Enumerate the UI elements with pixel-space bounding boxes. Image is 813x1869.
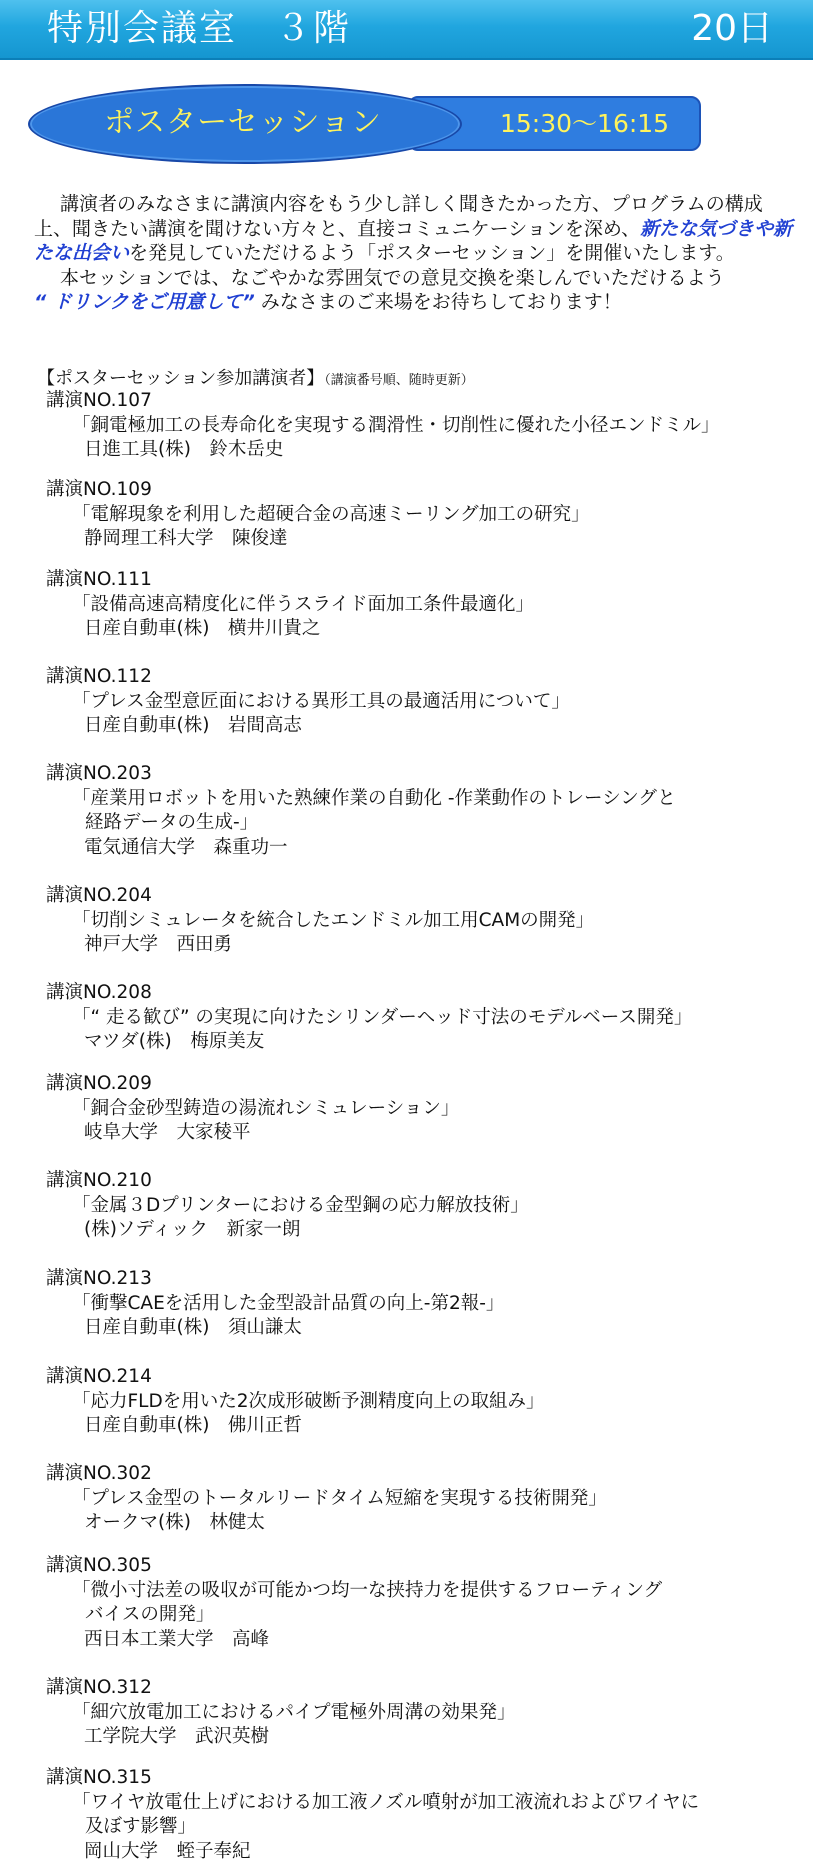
- talk-number: 講演NO.213: [46, 1268, 152, 1289]
- talk-entry: [46, 1169, 786, 1243]
- session-time: 15:30～16:15: [500, 109, 670, 138]
- talk-title: 「応力FLDを用いた2次成形破断予測精度向上の取組み」: [72, 1390, 545, 1412]
- intro-p2-text-2: みなさまのご来場をお待ちしております！: [254, 291, 622, 313]
- talk-title: 「プレス金型のトータルリードタイム短縮を実現する技術開発」: [72, 1487, 607, 1509]
- talk-author: オークマ(株) 林健太: [84, 1512, 265, 1533]
- intro-text: [34, 192, 794, 315]
- talk-title: 「ワイヤ放電仕上げにおける加工液ノズル噴射が加工液流れおよびワイヤに: [72, 1791, 700, 1813]
- talk-title-line-2: 及ぼす影響」: [85, 1816, 197, 1837]
- talk-number: 講演NO.208: [46, 982, 152, 1003]
- talk-author: (株)ソディック 新家一朗: [84, 1219, 301, 1240]
- header-bar: [0, 0, 813, 60]
- day-label: 20日: [691, 8, 773, 49]
- talk-author: 日産自動車(株) 横井川貴之: [84, 618, 321, 639]
- talk-entry: [46, 1072, 786, 1146]
- talk-entry: [46, 478, 786, 552]
- talk-entry: [46, 1766, 786, 1864]
- talk-number: 講演NO.315: [46, 1767, 152, 1788]
- talk-title: 「微小寸法差の吸収が可能かつ均一な挟持力を提供するフローティング: [72, 1579, 663, 1601]
- intro-paragraph-2: [34, 266, 794, 315]
- section-heading-label: 【ポスターセッション参加講演者】: [37, 368, 325, 389]
- talk-number: 講演NO.302: [46, 1463, 152, 1484]
- talk-author: 静岡理工科大学 陳俊達: [84, 528, 288, 549]
- talk-entry: [46, 1462, 786, 1536]
- talk-author: 岡山大学 蛭子奉紀: [84, 1840, 251, 1862]
- talk-number: 講演NO.109: [46, 479, 152, 500]
- talk-entry: [46, 1554, 786, 1652]
- talk-title: 「衝撃CAEを活用した金型設計品質の向上-第2報-」: [72, 1292, 505, 1314]
- talk-number: 講演NO.312: [46, 1677, 152, 1698]
- talk-author: 岐阜大学 大家稜平: [84, 1122, 251, 1143]
- talk-entry: [46, 1267, 786, 1341]
- intro-paragraph-1: [34, 192, 794, 266]
- talk-entry: [46, 568, 786, 642]
- talk-entry: [46, 981, 786, 1055]
- talk-entry: [46, 884, 786, 958]
- talk-title: 「金属３Dプリンターにおける金型鋼の応力解放技術」: [72, 1194, 529, 1216]
- talk-entry: [46, 1365, 786, 1439]
- talk-author: 工学院大学 武沢英樹: [84, 1726, 270, 1747]
- talk-author: 西日本工業大学 高峰: [84, 1628, 270, 1650]
- talk-author: マツダ(株) 梅原美友: [84, 1031, 265, 1052]
- intro-p2-highlight: “ ドリンクをご用意して”: [34, 291, 255, 313]
- talk-number: 講演NO.210: [46, 1170, 152, 1191]
- talk-number: 講演NO.214: [46, 1366, 152, 1387]
- talk-number: 講演NO.112: [46, 666, 152, 687]
- intro-p1-text-2: を発見していただけるよう「ポスターセッション」を開催いたします。: [129, 242, 735, 264]
- talk-entry: [46, 389, 786, 463]
- talk-author: 日産自動車(株) 須山謙太: [84, 1317, 302, 1338]
- talk-author: 日産自動車(株) 佛川正哲: [84, 1415, 302, 1436]
- session-title: ポスターセッション: [104, 105, 382, 140]
- talk-author: 電気通信大学 森重功一: [84, 836, 288, 858]
- talk-author: 日進工具(株) 鈴木岳史: [84, 439, 284, 460]
- intro-p1-text: 講演者のみなさまに講演内容をもう少し詳しく聞きたかった方、プログラムの構成上、聞きたい講演を聞けない方々と、直接コミュニケーションを深め、: [34, 193, 763, 240]
- talk-title: 「切削シミュレータを統合したエンドミル加工用CAMの開発」: [72, 909, 595, 931]
- talk-title: 「銅電極加工の長寿命化を実現する潤滑性・切削性に優れた小径エンドミル」: [72, 414, 720, 436]
- intro-p2-text: 本セッションでは、なごやかな雰囲気での意見交換を楽しんでいただけるよう: [60, 266, 725, 289]
- talk-title: 「“ 走る歓び” の実現に向けたシリンダーヘッド寸法のモデルベース開発」: [72, 1006, 693, 1028]
- talk-title: 「電解現象を利用した超硬合金の高速ミーリング加工の研究」: [72, 503, 590, 525]
- talk-entry: [46, 762, 786, 860]
- section-note: （講演番号順、随時更新）: [324, 373, 474, 388]
- talk-title-line-2: 経路データの生成-」: [85, 812, 259, 833]
- session-badge: [28, 84, 673, 162]
- talk-entry: [46, 1676, 786, 1750]
- talk-entry: [46, 665, 786, 739]
- talk-number: 講演NO.305: [46, 1555, 152, 1576]
- talk-title: 「プレス金型意匠面における異形工具の最適活用について」: [72, 690, 570, 712]
- talk-author: 神戸大学 西田勇: [84, 934, 233, 955]
- talk-number: 講演NO.203: [46, 763, 152, 784]
- talk-number: 講演NO.209: [46, 1073, 152, 1094]
- talk-title-line-2: バイスの開発」: [85, 1604, 215, 1625]
- intro-p1-highlight: 新たな気づきや新たな出会い: [34, 217, 793, 264]
- talk-number: 講演NO.107: [46, 390, 152, 411]
- talk-title: 「産業用ロボットを用いた熟練作業の自動化 -作業動作のトレーシングと: [72, 787, 676, 809]
- room-title: 特別会議室 ３階: [47, 8, 352, 49]
- talk-number: 講演NO.204: [46, 885, 152, 906]
- talk-title: 「設備高速高精度化に伴うスライド面加工条件最適化」: [72, 593, 534, 615]
- talk-title: 「細穴放電加工におけるパイプ電極外周溝の効果発」: [72, 1701, 516, 1723]
- talk-number: 講演NO.111: [46, 569, 152, 590]
- talk-title: 「銅合金砂型鋳造の湯流れシミュレーション」: [72, 1097, 460, 1119]
- talk-author: 日産自動車(株) 岩間高志: [84, 715, 302, 736]
